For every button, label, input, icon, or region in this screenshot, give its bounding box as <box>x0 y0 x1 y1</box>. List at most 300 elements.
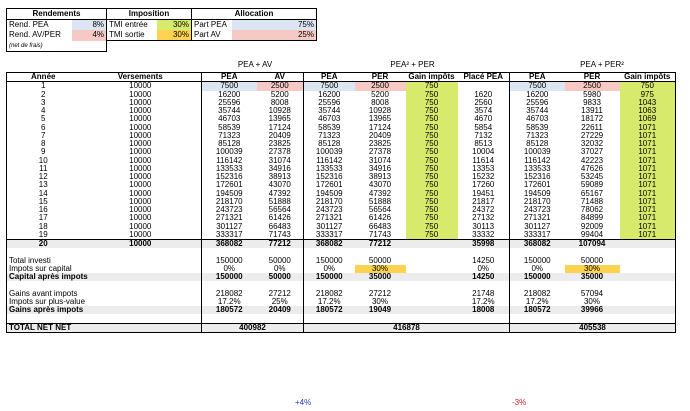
spacer-cell <box>406 248 458 256</box>
summary-cell: 218082 <box>202 290 257 298</box>
table-cell: 750 <box>406 223 458 231</box>
table-cell: 71743 <box>368 229 392 239</box>
summary-cell: 14250 <box>458 257 510 265</box>
table-cell: 750 <box>406 132 458 140</box>
table-cell: 35998 <box>458 240 510 249</box>
table-cell: 59089 <box>580 180 604 190</box>
table-cell: 58539 <box>202 124 257 132</box>
table-cell: 5980 <box>583 89 601 99</box>
summary-cell: 150000 <box>523 255 551 265</box>
table-cell: 271321 <box>523 213 551 223</box>
summary-cell: 19049 <box>355 306 406 314</box>
table-cell: 38913 <box>368 172 392 181</box>
table-cell: 1071 <box>620 132 676 140</box>
table-cell: 51888 <box>257 198 304 206</box>
table-cell: 750 <box>406 115 458 123</box>
spacer-cell <box>406 314 458 323</box>
table-cell: 368082 <box>202 240 257 249</box>
summary-row-gains-apres <box>7 306 676 314</box>
summary-cell: 150000 <box>304 273 355 281</box>
table-cell: 271321 <box>315 213 343 223</box>
table-cell: 2 <box>7 91 80 99</box>
table-cell: 152316 <box>523 172 551 181</box>
summary-label: Total investi <box>7 257 202 265</box>
table-cell: 56564 <box>257 206 304 214</box>
table-cell: 22611 <box>581 122 603 132</box>
table-cell: 10000 <box>129 213 152 223</box>
table-cell: 25596 <box>202 99 257 107</box>
table-cell: 71488 <box>580 196 604 206</box>
summary-cell <box>406 265 458 273</box>
summary-cell: 150000 <box>202 273 257 281</box>
table-cell: 1043 <box>620 99 676 107</box>
table-cell: 1071 <box>620 173 676 181</box>
table-cell: 1071 <box>620 190 676 198</box>
table-cell: 133533 <box>202 165 257 173</box>
header-per-3: PER <box>565 73 620 82</box>
table-cell: 66483 <box>368 221 392 231</box>
summary-cell: 180572 <box>510 306 565 314</box>
table-cell: 194509 <box>315 188 343 198</box>
table-cell: 12 <box>7 173 80 181</box>
table-cell: 61426 <box>368 213 392 223</box>
table-cell: 65167 <box>580 188 604 198</box>
table-cell: 10000 <box>129 130 152 140</box>
table-cell: 750 <box>406 124 458 132</box>
summary-cell: 180572 <box>202 306 257 314</box>
table-cell: 10928 <box>257 107 304 115</box>
table-cell: 10000 <box>129 106 152 115</box>
table-cell: 10000 <box>129 196 152 206</box>
part-av-value[interactable]: 25% <box>232 30 317 41</box>
table-cell: 750 <box>406 157 458 165</box>
table-cell: 19451 <box>458 190 510 198</box>
table-row <box>7 240 676 249</box>
table-cell: 1063 <box>620 107 676 115</box>
table-row <box>7 82 676 91</box>
spacer-row <box>7 314 676 323</box>
header-gain-impots-2: Gain impôts <box>406 73 458 82</box>
summary-cell: 150000 <box>510 273 565 281</box>
table-cell: 10000 <box>129 205 152 214</box>
summary-cell: 21748 <box>458 290 510 298</box>
table-cell: 10004 <box>458 148 510 156</box>
total-net-cell: 416878 <box>304 323 510 332</box>
table-cell: 9833 <box>583 97 601 107</box>
table-cell: 34916 <box>368 163 392 173</box>
table-cell: 7500 <box>304 82 355 91</box>
table-cell: 750 <box>406 91 458 99</box>
table-cell: 6 <box>7 124 80 132</box>
summary-cell: 35000 <box>355 273 406 281</box>
part-av-label: Part AV <box>192 30 233 41</box>
table-cell: 23825 <box>257 140 304 148</box>
summary-cell <box>620 298 676 306</box>
summary-cell: 30% <box>565 265 620 273</box>
summary-row-total-investi <box>7 257 676 265</box>
summary-cell: 20409 <box>257 306 304 314</box>
table-cell: 9 <box>7 148 80 156</box>
table-cell: 100039 <box>315 147 343 157</box>
table-cell: 750 <box>406 173 458 181</box>
table-cell: 271321 <box>202 214 257 222</box>
table-cell: 20 <box>7 240 80 249</box>
rend-av-per-label: Rend. AV/PER <box>7 30 73 41</box>
table-cell: 10000 <box>129 229 152 239</box>
header-pea-1: PEA <box>202 73 257 82</box>
summary-cell: 17.2% <box>525 296 549 306</box>
table-cell: 100039 <box>202 148 257 156</box>
spacer-cell <box>80 248 202 256</box>
table-cell: 1071 <box>620 231 676 240</box>
table-cell: 18 <box>7 223 80 231</box>
table-row <box>7 99 676 107</box>
table-cell: 53245 <box>580 172 604 181</box>
table-cell: 750 <box>620 82 676 91</box>
table-cell: 85128 <box>526 139 549 148</box>
summary-cell: 25% <box>257 298 304 306</box>
summary-cell: 0% <box>458 265 510 273</box>
summary-cell: 57094 <box>580 288 604 298</box>
spacer-cell <box>80 281 202 289</box>
spacer-cell <box>304 314 355 323</box>
summary-row-total-net <box>7 323 676 332</box>
table-cell: 3 <box>7 99 80 107</box>
table-cell: 750 <box>406 190 458 198</box>
table-cell: 750 <box>406 148 458 156</box>
spacer-cell <box>7 314 80 323</box>
table-cell: 975 <box>620 91 676 99</box>
table-row <box>7 115 676 123</box>
table-cell: 27229 <box>580 130 604 140</box>
table-cell: 750 <box>406 181 458 189</box>
table-cell: 194509 <box>523 188 551 198</box>
spacer-cell <box>406 281 458 289</box>
table-cell: 10000 <box>129 97 152 107</box>
spacer-cell <box>80 314 202 323</box>
summary-cell: 27212 <box>257 290 304 298</box>
table-cell: 333317 <box>202 231 257 240</box>
spacer-cell <box>620 248 676 256</box>
summary-cell: 0% <box>323 263 336 273</box>
table-cell: 47392 <box>368 188 392 198</box>
summary-row-gains-avant <box>7 290 676 298</box>
summary-cell: 50000 <box>257 257 304 265</box>
table-cell: 750 <box>406 140 458 148</box>
table-cell: 99404 <box>580 229 604 239</box>
table-cell: 750 <box>406 165 458 173</box>
summary-cell: 50000 <box>580 255 604 265</box>
table-cell: 10928 <box>368 106 392 115</box>
table-cell: 7132 <box>458 132 510 140</box>
summary-cell: 150000 <box>202 257 257 265</box>
table-cell: 71323 <box>202 132 257 140</box>
table-cell: 7500 <box>510 82 565 91</box>
table-cell: 172601 <box>523 180 551 190</box>
table-cell: 14 <box>7 190 80 198</box>
table-cell: 17260 <box>458 181 510 189</box>
total-net-cell: 400982 <box>202 323 304 332</box>
summary-cell: 150000 <box>315 255 343 265</box>
table-cell: 24372 <box>458 206 510 214</box>
summary-cell: 17.2% <box>202 298 257 306</box>
table-cell: 35744 <box>202 107 257 115</box>
table-cell: 19 <box>7 231 80 240</box>
table-cell: 10000 <box>129 172 152 181</box>
table-cell: 243723 <box>202 206 257 214</box>
diff-pea-per2: -3% <box>512 398 527 407</box>
summary-cell <box>406 257 458 265</box>
table-cell: 4670 <box>458 115 510 123</box>
table-cell: 1 <box>7 82 80 91</box>
table-cell: 85128 <box>318 139 341 148</box>
summary-cell: 30% <box>355 265 406 273</box>
table-cell: 15232 <box>458 173 510 181</box>
imposition-title: Imposition <box>107 9 192 20</box>
table-cell: 71743 <box>257 231 304 240</box>
table-cell: 56564 <box>368 205 392 214</box>
table-cell: 10000 <box>129 221 152 231</box>
table-row <box>7 91 676 99</box>
table-cell: 13965 <box>368 114 392 124</box>
table-cell: 1071 <box>620 157 676 165</box>
spacer-cell <box>458 314 510 323</box>
summary-cell: 30% <box>371 296 388 306</box>
table-cell: 5200 <box>371 89 389 99</box>
summary-label: Impots sur plus-value <box>7 298 202 306</box>
summary-cell: 17.2% <box>317 296 341 306</box>
table-cell: 46703 <box>202 115 257 123</box>
table-cell: 16 <box>7 206 80 214</box>
summary-label: Impots sur capital <box>7 265 202 273</box>
table-cell: 27378 <box>368 147 392 157</box>
table-cell: 92009 <box>580 221 604 231</box>
group-header-pea2-per: PEA² + PER <box>390 60 435 69</box>
table-cell: 100039 <box>523 147 551 157</box>
table-cell: 16200 <box>202 91 257 99</box>
table-cell: 10000 <box>129 89 152 99</box>
table-cell: 301127 <box>202 223 257 231</box>
table-cell: 116142 <box>524 155 551 165</box>
table-cell: 750 <box>406 231 458 240</box>
table-cell: 77212 <box>355 240 406 249</box>
table-cell: 13 <box>7 181 80 189</box>
table-cell: 17124 <box>257 124 304 132</box>
table-cell: 43070 <box>257 181 304 189</box>
table-cell: 20409 <box>368 130 392 140</box>
table-cell: 58539 <box>318 122 341 132</box>
table-cell: 11614 <box>458 157 510 165</box>
simulation-table <box>6 72 676 333</box>
table-cell: 35744 <box>526 106 549 115</box>
table-cell: 107094 <box>565 240 620 249</box>
diff-pea2-per: +4% <box>295 398 312 407</box>
table-cell: 16200 <box>526 89 549 99</box>
table-cell: 32032 <box>580 139 604 148</box>
table-cell: 10000 <box>129 155 152 165</box>
spacer-cell <box>257 314 304 323</box>
table-row <box>7 124 676 132</box>
summary-cell: 180572 <box>304 306 355 314</box>
table-cell: 1071 <box>620 124 676 132</box>
table-cell: 10000 <box>129 180 152 190</box>
table-cell: 750 <box>406 214 458 222</box>
summary-cell <box>406 290 458 298</box>
table-cell: 16200 <box>318 89 341 99</box>
table-cell: 2560 <box>458 99 510 107</box>
table-cell: 10000 <box>129 122 152 132</box>
table-cell: 1071 <box>620 148 676 156</box>
table-cell: 1071 <box>620 198 676 206</box>
table-cell: 333317 <box>315 229 343 239</box>
table-cell: 35744 <box>318 106 341 115</box>
table-cell: 1069 <box>620 115 676 123</box>
tmi-sortie-label: TMI sortie <box>107 30 158 41</box>
table-cell: 15 <box>7 198 80 206</box>
table-cell: 333317 <box>523 229 551 239</box>
summary-cell: 18008 <box>458 306 510 314</box>
header-av: AV <box>257 73 304 82</box>
spacer-cell <box>620 314 676 323</box>
table-cell: 25596 <box>526 97 549 107</box>
header-place-pea: Placé PEA <box>458 73 510 82</box>
summary-label: Capital après impots <box>7 273 202 281</box>
table-cell: 61426 <box>257 214 304 222</box>
table-cell: 750 <box>406 82 458 91</box>
total-net-cell: 405538 <box>510 323 676 332</box>
summary-cell: 17.2% <box>458 298 510 306</box>
header-gain-impots-3: Gain impôts <box>620 73 676 82</box>
table-cell: 1071 <box>620 140 676 148</box>
table-cell: 4 <box>7 107 80 115</box>
table-cell: 10000 <box>129 139 152 148</box>
header-versements: Versements <box>80 73 202 82</box>
table-cell: 243723 <box>315 205 343 214</box>
table-cell: 17 <box>7 214 80 222</box>
table-cell: 10000 <box>80 240 202 249</box>
table-cell: 243723 <box>523 205 551 214</box>
part-pea-label: Part PEA <box>194 20 227 29</box>
table-row <box>7 107 676 115</box>
table-cell: 7500 <box>202 82 257 91</box>
table-cell: 13353 <box>458 165 510 173</box>
allocation-title: Allocation <box>192 9 317 20</box>
table-cell: 1071 <box>620 165 676 173</box>
spacer-cell <box>565 314 620 323</box>
table-cell: 5854 <box>458 124 510 132</box>
table-cell: 8513 <box>458 140 510 148</box>
table-cell: 18172 <box>580 114 604 124</box>
summary-cell <box>620 265 676 273</box>
table-cell: 116142 <box>202 157 257 165</box>
table-cell: 37027 <box>580 147 604 157</box>
table-cell: 78062 <box>580 205 604 214</box>
tmi-sortie-value[interactable]: 30% <box>157 30 192 41</box>
total-net-cell: TOTAL NET NET <box>7 323 202 332</box>
table-cell: 71323 <box>526 130 549 140</box>
header-pea-2: PEA <box>304 73 355 82</box>
summary-cell: 27212 <box>368 288 392 298</box>
table-cell: 368082 <box>510 240 565 249</box>
table-cell: 5 <box>7 115 80 123</box>
table-cell: 133533 <box>315 163 343 173</box>
table-cell: 116142 <box>316 155 343 165</box>
table-cell: 1620 <box>458 91 510 99</box>
table-row <box>7 132 676 140</box>
table-cell: 31074 <box>368 155 392 165</box>
summary-cell: 0% <box>257 265 304 273</box>
summary-cell: 50000 <box>368 255 392 265</box>
summary-cell: 50000 <box>257 273 304 281</box>
table-cell: 301127 <box>524 221 551 231</box>
table-cell: 133533 <box>523 163 551 173</box>
table-cell: 71323 <box>318 130 341 140</box>
part-pea-value[interactable]: 75% <box>232 20 317 31</box>
table-cell: 7 <box>7 132 80 140</box>
table-cell: 51888 <box>368 196 392 206</box>
summary-label: Gains après impots <box>7 306 202 314</box>
table-cell: 8008 <box>257 99 304 107</box>
table-cell: 172601 <box>315 180 343 190</box>
rend-pea-label: Rend. PEA <box>7 20 73 31</box>
rend-av-per-value[interactable]: 4% <box>72 30 107 41</box>
table-cell: 218170 <box>202 198 257 206</box>
table-cell: 3574 <box>458 107 510 115</box>
table-cell: 218170 <box>315 196 343 206</box>
table-cell: 27378 <box>257 148 304 156</box>
table-cell: 58539 <box>526 122 549 132</box>
table-cell: 23825 <box>368 139 392 148</box>
rend-pea-value[interactable]: 8% <box>72 20 107 31</box>
table-cell: 750 <box>406 198 458 206</box>
summary-cell <box>406 298 458 306</box>
table-cell: 25596 <box>318 97 341 107</box>
table-cell: 13911 <box>581 106 603 115</box>
table-cell: 301127 <box>316 221 343 231</box>
table-cell: 43070 <box>368 180 392 190</box>
summary-cell: 39966 <box>565 306 620 314</box>
table-cell: 38913 <box>257 173 304 181</box>
summary-cell: 14250 <box>458 273 510 281</box>
group-header-pea-per2: PEA + PER² <box>580 60 624 69</box>
rendements-title: Rendements <box>7 9 107 20</box>
table-cell: 31074 <box>257 157 304 165</box>
table-cell: 368082 <box>304 240 355 249</box>
tmi-entree-label: TMI entrée <box>109 20 148 29</box>
table-cell: 27132 <box>458 214 510 222</box>
table-cell: 152316 <box>202 173 257 181</box>
summary-cell: 30% <box>583 296 600 306</box>
table-cell: 20409 <box>257 132 304 140</box>
table-cell: 77212 <box>257 240 304 249</box>
table-cell: 5200 <box>257 91 304 99</box>
table-cell: 750 <box>406 99 458 107</box>
table-cell: 10000 <box>129 147 152 157</box>
table-cell: 10 <box>7 157 80 165</box>
summary-cell: 218082 <box>315 288 343 298</box>
tmi-entree-value[interactable]: 30% <box>157 20 192 31</box>
header-pea-3: PEA <box>510 73 565 82</box>
summary-cell <box>620 257 676 265</box>
table-cell: 194509 <box>202 190 257 198</box>
table-cell: 2500 <box>257 82 304 91</box>
table-cell: 33332 <box>458 231 510 240</box>
table-cell: 750 <box>406 206 458 214</box>
summary-label: Gains avant impots <box>7 290 202 298</box>
table-cell: 42223 <box>580 155 604 165</box>
table-cell: 8008 <box>371 97 389 107</box>
table-cell: 1071 <box>620 181 676 189</box>
